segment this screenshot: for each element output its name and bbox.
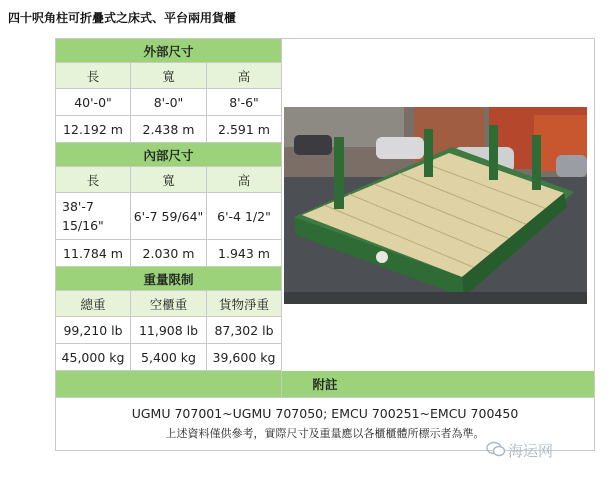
ext-length-imperial: 40'-0" [56,89,131,116]
gross-weight-lb: 99,210 lb [56,317,131,344]
wechat-logo-icon [486,441,506,457]
gross-weight-kg: 45,000 kg [56,344,131,371]
int-height-metric: 1.943 m [207,240,282,267]
watermark: 海运网 [508,442,554,460]
col-net-cargo-weight: 貨物淨重 [207,291,282,317]
net-weight-kg: 39,600 kg [207,344,282,371]
external-dimensions-header: 外部尺寸 [56,39,282,63]
col-width: 寬 [131,167,207,193]
col-tare-weight: 空櫃重 [131,291,207,317]
col-height: 高 [207,63,282,89]
col-length: 長 [56,63,131,89]
int-length-line1: 38'-7 [62,199,94,214]
int-length-imperial [56,193,131,240]
notes-header: 附註 [56,371,595,398]
internal-dimensions-header: 內部尺寸 [56,143,282,167]
col-gross-weight: 總重 [56,291,131,317]
ext-width-metric: 2.438 m [131,116,207,143]
ext-width-imperial: 8'-0" [131,89,207,116]
col-width: 寬 [131,63,207,89]
int-length-line2: 15/16" [62,218,104,233]
ext-length-metric: 12.192 m [56,116,131,143]
weight-limits-header: 重量限制 [56,267,282,291]
int-height-imperial: 6'-4 1/2" [207,193,282,240]
ext-height-imperial: 8'-6" [207,89,282,116]
page-title: 四十呎角柱可折疊式之床式、平台兩用貨櫃 [8,11,237,25]
col-height: 高 [207,167,282,193]
net-weight-lb: 87,302 lb [207,317,282,344]
flat-rack-container-photo [284,107,587,304]
col-length: 長 [56,167,131,193]
int-length-metric: 11.784 m [56,240,131,267]
notes-disclaimer: 上述資料僅供參考，實際尺寸及重量應以各櫃櫃體所標示者為準。 [165,427,485,440]
tare-weight-lb: 11,908 lb [131,317,207,344]
int-width-metric: 2.030 m [131,240,207,267]
tare-weight-kg: 5,400 kg [131,344,207,371]
notes-serial-range: UGMU 707001~UGMU 707050; EMCU 700251~EMCU 700450 [131,406,519,421]
ext-height-metric: 2.591 m [207,116,282,143]
int-width-imperial: 6'-7 59/64" [131,193,207,240]
